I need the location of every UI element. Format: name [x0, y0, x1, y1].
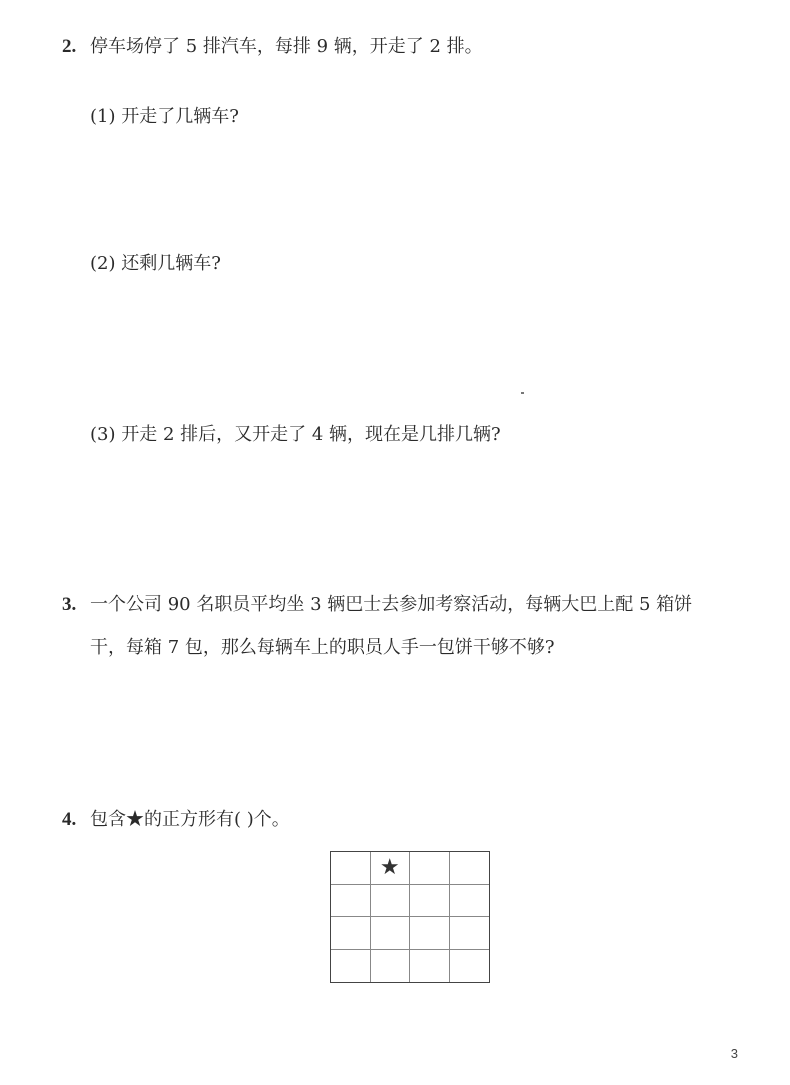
- question-text: 包含★的正方形有( )个。: [90, 809, 290, 830]
- star-icon: ★: [379, 855, 400, 881]
- question-4: [62, 808, 290, 832]
- square-grid: [330, 851, 490, 983]
- grid-cell: [410, 852, 450, 885]
- grid-cell: [450, 852, 490, 885]
- part-text: 开走了几辆车?: [121, 106, 239, 127]
- part-label: (3): [90, 424, 116, 445]
- question-number: 2.: [62, 36, 77, 57]
- question-3: [62, 593, 692, 617]
- question-2-part-3: [90, 423, 501, 447]
- question-2: [62, 35, 483, 59]
- grid-cell: [450, 917, 490, 950]
- grid-cell: [331, 950, 371, 983]
- grid-cell: [410, 885, 450, 918]
- grid-cell: [371, 852, 411, 885]
- question-2-part-1: [90, 105, 239, 129]
- grid-cell: [410, 950, 450, 983]
- scan-speck: [521, 392, 524, 394]
- question-number: 4.: [62, 809, 77, 830]
- question-text: 停车场停了 5 排汽车，每排 9 辆，开走了 2 排。: [90, 36, 483, 57]
- page-number: 3: [730, 1046, 738, 1061]
- grid-cell: [450, 950, 490, 983]
- question-text-line-1: 一个公司 90 名职员平均坐 3 辆巴士去参加考察活动，每辆大巴上配 5 箱饼: [90, 594, 693, 615]
- part-text: 开走 2 排后，又开走了 4 辆，现在是几排几辆?: [121, 424, 501, 445]
- grid-cell: [410, 917, 450, 950]
- grid-cell: [371, 917, 411, 950]
- question-text-line-2: 干，每箱 7 包，那么每辆车上的职员人手一包饼干够不够?: [90, 637, 555, 658]
- part-label: (2): [90, 253, 116, 274]
- grid-cell: [331, 917, 371, 950]
- grid-cell: [450, 885, 490, 918]
- grid-cell: [371, 950, 411, 983]
- question-number: 3.: [62, 594, 77, 615]
- part-text: 还剩几辆车?: [121, 253, 221, 274]
- part-label: (1): [90, 106, 116, 127]
- question-2-part-2: [90, 252, 221, 276]
- grid-cell: [331, 885, 371, 918]
- grid-cell: [371, 885, 411, 918]
- grid-cell: [331, 852, 371, 885]
- question-3-continued: [90, 636, 555, 660]
